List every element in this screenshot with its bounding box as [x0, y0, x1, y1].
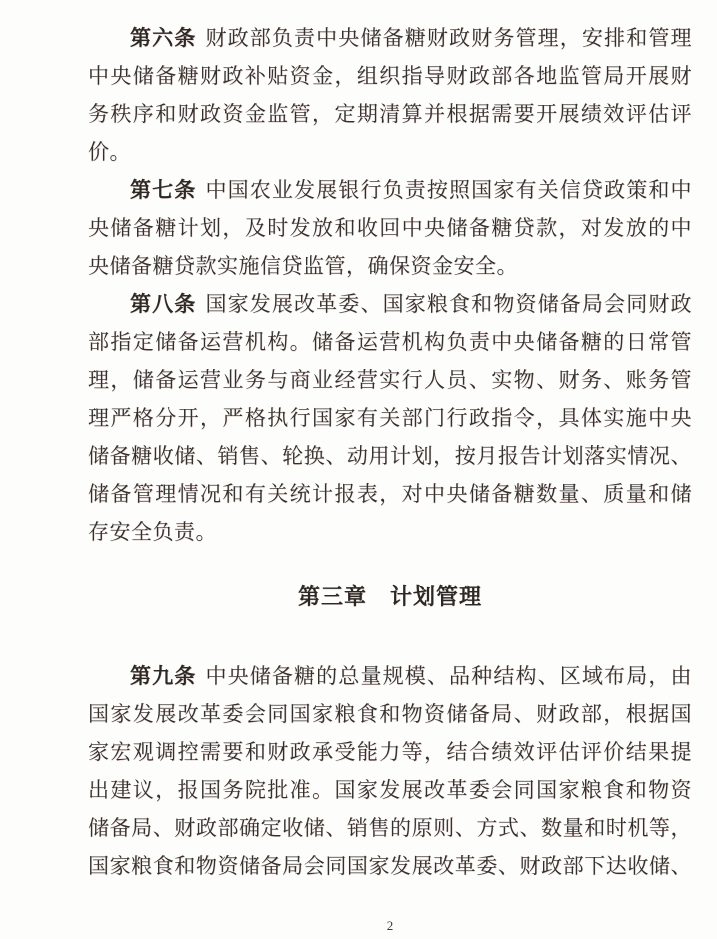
- text-line: 价。: [88, 140, 131, 164]
- text-line: 理严格分开，严格执行国家有关部门行政指令，具体实施中央: [88, 406, 692, 430]
- article-number: 第九条: [130, 665, 197, 688]
- text-line: 国家粮食和物资储备局会同国家发展改革委、财政部下达收储、: [88, 854, 692, 878]
- text-line: 家宏观调控需要和财政承受能力等，结合绩效评估评价结果提: [88, 740, 692, 764]
- article-number: 第六条: [130, 27, 197, 50]
- text-line: 储备管理情况和有关统计报表，对中央储备糖数量、质量和储: [88, 482, 692, 506]
- text-line: 存安全负责。: [88, 520, 217, 544]
- text-line: 第六条 财政部负责中央储备糖财政财务管理，安排和管理: [130, 26, 692, 50]
- text-line: 国家发展改革委会同国家粮食和物资储备局、财政部，根据国: [88, 702, 692, 726]
- text-line: 出建议，报国务院批准。国家发展改革委会同国家粮食和物资: [88, 778, 692, 802]
- text-line: 第八条 国家发展改革委、国家粮食和物资储备局会同财政: [130, 292, 692, 316]
- text-line: 第九条 中央储备糖的总量规模、品种结构、区域布局，由: [130, 664, 692, 688]
- text-line: 储备糖收储、销售、轮换、动用计划，按月报告计划落实情况、: [88, 444, 692, 468]
- article-paragraph: [88, 171, 692, 285]
- article-number: 第八条: [130, 293, 197, 316]
- article-paragraph: [88, 285, 692, 551]
- article-number: 第七条: [130, 179, 197, 202]
- text-line: 务秩序和财政资金监管，定期清算并根据需要开展绩效评估评: [88, 102, 692, 126]
- text-line: 央储备糖计划，及时发放和收回中央储备糖贷款，对发放的中: [88, 216, 692, 240]
- document-content: [88, 19, 692, 885]
- text-line: 中央储备糖财政补贴资金，组织指导财政部各地监管局开展财: [88, 64, 692, 88]
- article-paragraph: [88, 657, 692, 885]
- chapter-heading: 第三章 计划管理: [297, 584, 482, 609]
- text-line: 理，储备运营业务与商业经营实行人员、实物、财务、账务管: [88, 368, 692, 392]
- page-number: 2: [386, 918, 394, 933]
- text-line: 央储备糖贷款实施信贷监管，确保资金安全。: [88, 254, 518, 278]
- text-line: 储备局、财政部确定收储、销售的原则、方式、数量和时机等，: [88, 816, 692, 840]
- article-paragraph: [88, 19, 692, 171]
- text-line: 部指定储备运营机构。储备运营机构负责中央储备糖的日常管: [88, 330, 692, 354]
- text-line: 第七条 中国农业发展银行负责按照国家有关信贷政策和中: [130, 178, 692, 202]
